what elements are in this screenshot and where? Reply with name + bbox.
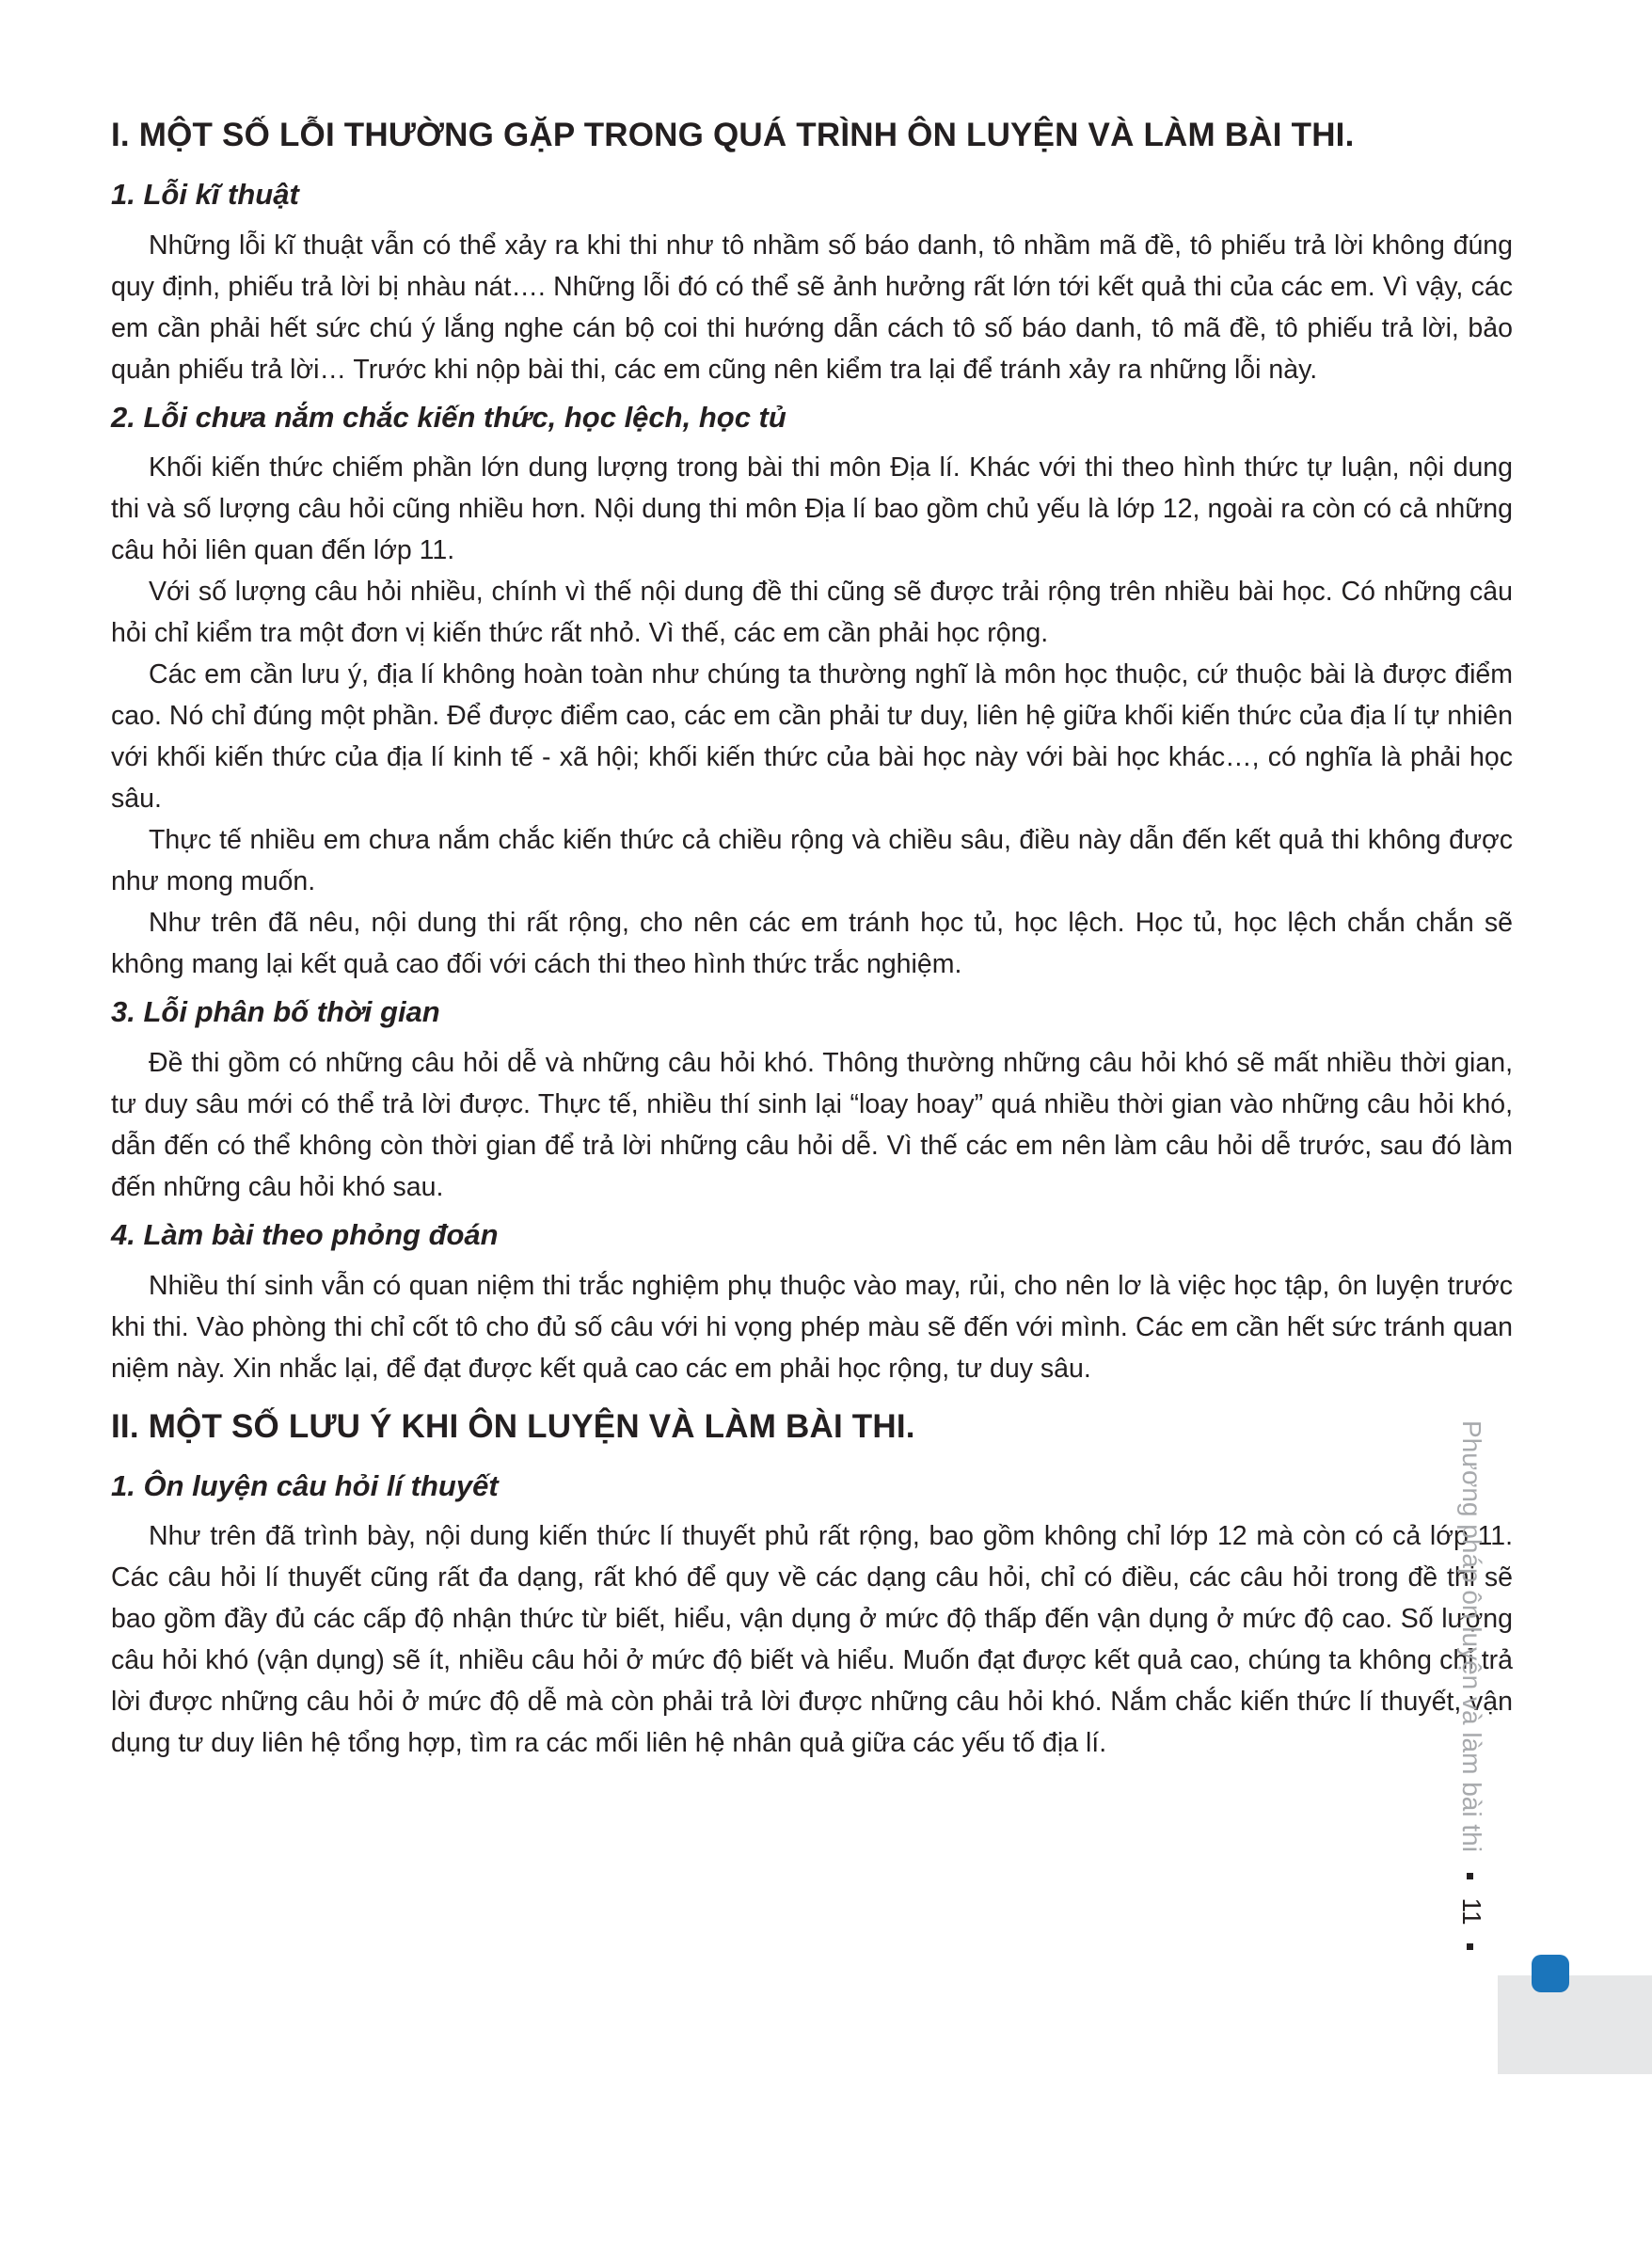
paragraph: Như trên đã trình bày, nội dung kiến thức lí thuyết phủ rất rộng, bao gồm không chỉ lớp 12 mà còn có cả lớp 11. Các câu hỏi lí thuyết cũng rất đa dạng, rất khó để quy về các dạng câu hỏi, chỉ có điều, các câu hỏi trong đề thi sẽ bao gồm đầy đủ các cấp độ nhận thức từ biết, hiểu, vận dụng ở mức độ thấp đến vận dụng ở mức độ cao. Số lượng câu hỏi khó (vận dụng) sẽ ít, nhiều câu hỏi ở mức độ biết và hiểu. Muốn đạt được kết quả cao, chúng ta không chỉ trả lời được những câu hỏi ở mức độ dễ mà còn phải trả lời được những câu hỏi khó. Nắm chắc kiến thức lí thuyết, vận dụng tư duy liên hệ tổng hợp, tìm ra các mối liên hệ nhân quả giữa các yếu tố địa lí. (111, 1521, 1513, 1759)
section-1-heading: I. MỘT SỐ LỖI THƯỜNG GẶP TRONG QUÁ TRÌNH ÔN LUYỆN VÀ LÀM BÀI THI. (111, 117, 1355, 153)
subsection-1-3-heading: 3. Lỗi phân bố thời gian (111, 995, 440, 1029)
blue-tab-marker-icon (1532, 1955, 1569, 1992)
page-content (111, 115, 1513, 1773)
separator-square-icon (1467, 1943, 1473, 1950)
running-header-vertical (1456, 1420, 1486, 2267)
paragraph: Các em cần lưu ý, địa lí không hoàn toàn như chúng ta thường nghĩ là môn học thuộc, cứ thuộc bài là được điểm cao. Nó chỉ đúng một phần. Để được điểm cao, các em cần phải tư duy, liên hệ giữa khối kiến thức của địa lí tự nhiên với khối kiến thức của địa lí kinh tế - xã hội; khối kiến thức của bài học này với bài học khác…, có nghĩa là phải học sâu. (111, 659, 1513, 815)
subsection-1-4-heading: 4. Làm bài theo phỏng đoán (111, 1218, 499, 1251)
paragraph: Những lỗi kĩ thuật vẫn có thể xảy ra khi thi như tô nhầm số báo danh, tô nhầm mã đề, tô phiếu trả lời không đúng quy định, phiếu trả lời bị nhàu nát…. Những lỗi đó có thể sẽ ảnh hưởng rất lớn tới kết quả thi của các em. Vì vậy, các em cần phải hết sức chú ý lắng nghe cán bộ coi thi hướng dẫn cách tô số báo danh, tô mã đề, tô phiếu trả lời, bảo quản phiếu trả lời… Trước khi nộp bài thi, các em cũng nên kiểm tra lại để tránh xảy ra những lỗi này. (111, 230, 1513, 385)
paragraph: Đề thi gồm có những câu hỏi dễ và những câu hỏi khó. Thông thường những câu hỏi khó sẽ mất nhiều thời gian, tư duy sâu mới có thể trả lời được. Thực tế, nhiều thí sinh lại “loay hoay” quá nhiều thời gian vào những câu hỏi khó, dẫn đến có thể không còn thời gian để trả lời những câu hỏi dễ. Vì thế các em nên làm câu hỏi dễ trước, sau đó làm đến những câu hỏi khó sau. (111, 1048, 1513, 1202)
running-title: Phương pháp ôn luyện và làm bài thi (1457, 1420, 1486, 1852)
paragraph: Nhiều thí sinh vẫn có quan niệm thi trắc nghiệm phụ thuộc vào may, rủi, cho nên lơ là việc học tập, ôn luyện trước khi thi. Vào phòng thi chỉ cốt tô cho đủ số câu với hi vọng phép màu sẽ đến với mình. Các em cần hết sức tránh quan niệm này. Xin nhắc lại, để đạt được kết quả cao các em phải học rộng, tư duy sâu. (111, 1270, 1513, 1384)
paragraph: Với số lượng câu hỏi nhiều, chính vì thế nội dung đề thi cũng sẽ được trải rộng trên nhiều bài học. Có những câu hỏi chỉ kiểm tra một đơn vị kiến thức rất nhỏ. Vì thế, các em cần phải học rộng. (111, 577, 1513, 649)
paragraph: Khối kiến thức chiếm phần lớn dung lượng trong bài thi môn Địa lí. Khác với thi theo hình thức tự luận, nội dung thi và số lượng câu hỏi cũng nhiều hơn. Nội dung thi môn Địa lí bao gồm chủ yếu là lớp 12, ngoài ra còn có cả những câu hỏi liên quan đến lớp 11. (111, 452, 1513, 566)
subsection-2-1-heading: 1. Ôn luyện câu hỏi lí thuyết (111, 1468, 499, 1502)
separator-square-icon (1467, 1873, 1473, 1879)
paragraph: Như trên đã nêu, nội dung thi rất rộng, cho nên các em tránh học tủ, học lệch. Học tủ, học lệch chắn chắn sẽ không mang lại kết quả cao đối với cách thi theo hình thức trắc nghiệm. (111, 908, 1513, 980)
subsection-1-1-heading: 1. Lỗi kĩ thuật (111, 177, 299, 211)
page-corner-block (1498, 1975, 1652, 2074)
subsection-1-2-heading: 2. Lỗi chưa nắm chắc kiến thức, học lệch, học tủ (111, 400, 786, 434)
section-2-heading: II. MỘT SỐ LƯU Ý KHI ÔN LUYỆN VÀ LÀM BÀI THI. (111, 1407, 915, 1445)
paragraph: Thực tế nhiều em chưa nắm chắc kiến thức cả chiều rộng và chiều sâu, điều này dẫn đến kết quả thi không được như mong muốn. (111, 825, 1513, 897)
page-number: 11 (1457, 1897, 1486, 1926)
